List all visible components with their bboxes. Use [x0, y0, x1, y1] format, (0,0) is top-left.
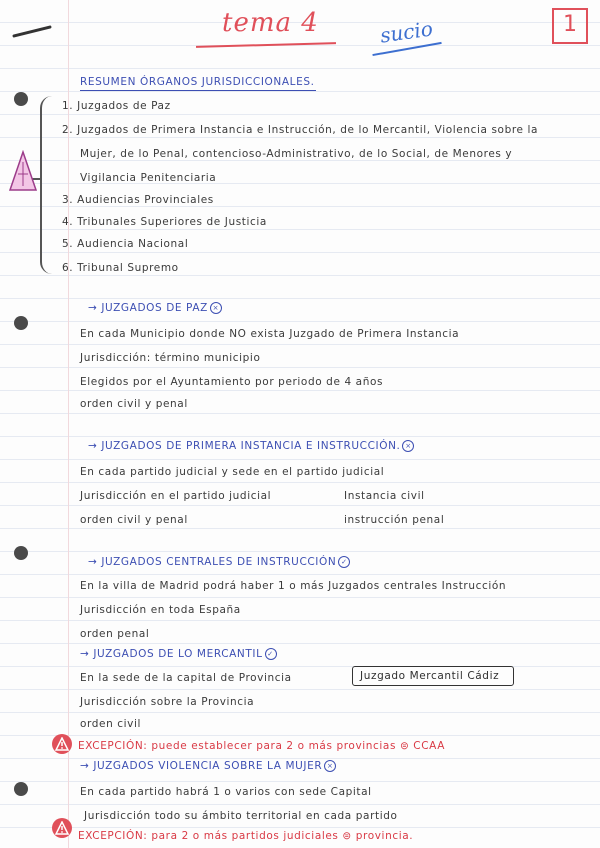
circled-x-icon: ×: [402, 440, 414, 452]
section-line: En cada partido judicial y sede en el partido judicial: [80, 466, 385, 478]
circled-check-icon: ✓: [265, 648, 277, 660]
draft-tag: sucio: [378, 16, 435, 48]
page-number-box: 1: [552, 8, 588, 44]
section-line: En cada partido habrá 1 o varios con sede Capital: [80, 786, 372, 798]
boxed-note-text: Juzgado Mercantil Cádiz: [360, 670, 500, 682]
circled-x-icon: ×: [210, 302, 222, 314]
section-line: orden civil y penal: [80, 514, 188, 526]
section-line: Jurisdicción: término municipio: [80, 352, 261, 364]
section-heading-text: → JUZGADOS DE LO MERCANTIL: [80, 648, 263, 660]
section-line: Jurisdicción todo su ámbito territorial en cada partido: [84, 810, 398, 822]
summary-item: 4. Tribunales Superiores de Justicia: [62, 216, 267, 228]
circled-x-icon: ×: [324, 760, 336, 772]
section-heading-text: → JUZGADOS DE PRIMERA INSTANCIA E INSTRUCCIÓN.: [88, 440, 401, 452]
summary-heading: RESUMEN ÓRGANOS JURISDICCIONALES.: [80, 76, 315, 88]
pen-scribble: [12, 25, 52, 38]
summary-item: 3. Audiencias Provinciales: [62, 194, 214, 206]
warning-icon: [52, 734, 72, 754]
exception-text: EXCEPCIÓN: para 2 o más partidos judiciales ⊜ provincia.: [78, 830, 414, 842]
section-line: Elegidos por el Ayuntamiento por periodo de 4 años: [80, 376, 384, 388]
section-heading-paz: [88, 302, 222, 314]
binder-hole: [14, 316, 28, 330]
section-line: En la sede de la capital de Provincia: [80, 672, 292, 684]
section-heading-violencia: [80, 760, 336, 772]
summary-item: 2. Juzgados de Primera Instancia e Instrucción, de lo Mercantil, Violencia sobre la: [62, 124, 539, 136]
summary-item: 6. Tribunal Supremo: [62, 262, 179, 274]
page-title: tema 4: [222, 8, 319, 38]
section-heading-text: → JUZGADOS CENTRALES DE INSTRUCCIÓN: [88, 556, 337, 568]
warning-icon: [52, 818, 72, 838]
binder-hole: [14, 782, 28, 796]
circled-check-icon: ✓: [338, 556, 350, 568]
section-line: Jurisdicción en toda España: [80, 604, 241, 616]
section-heading-mercantil: [80, 648, 277, 660]
binder-hole: [14, 92, 28, 106]
binder-hole: [14, 546, 28, 560]
section-heading-text: → JUZGADOS DE PAZ: [88, 302, 208, 314]
summary-item: Mujer, de lo Penal, contencioso-Administrativo, de lo Social, de Menores y: [80, 148, 513, 160]
section-line: Jurisdicción en el partido judicial: [80, 490, 272, 502]
highlight-triangle-icon: [8, 150, 38, 192]
section-heading-centrales: [88, 556, 350, 568]
section-line: Jurisdicción sobre la Provincia: [80, 696, 255, 708]
summary-item: 5. Audiencia Nacional: [62, 238, 189, 250]
curly-brace: [40, 96, 56, 274]
section-heading-text: → JUZGADOS VIOLENCIA SOBRE LA MUJER: [80, 760, 323, 772]
section-line: En la villa de Madrid podrá haber 1 o más Juzgados centrales Instrucción: [80, 580, 507, 592]
section-line: orden civil: [80, 718, 142, 730]
section-side-note: instrucción penal: [344, 514, 445, 526]
title-underline: [196, 42, 336, 48]
summary-item: Vigilancia Penitenciaria: [80, 172, 217, 184]
section-line: En cada Municipio donde NO exista Juzgado de Primera Instancia: [80, 328, 460, 340]
section-line: orden penal: [80, 628, 150, 640]
summary-item: 1. Juzgados de Paz: [62, 100, 171, 112]
exception-text: EXCEPCIÓN: puede establecer para 2 o más provincias ⊜ CCAA: [78, 740, 446, 752]
summary-heading-underline: [80, 90, 316, 91]
section-heading-primera: [88, 440, 414, 452]
section-line: orden civil y penal: [80, 398, 188, 410]
section-side-note: Instancia civil: [344, 490, 425, 502]
